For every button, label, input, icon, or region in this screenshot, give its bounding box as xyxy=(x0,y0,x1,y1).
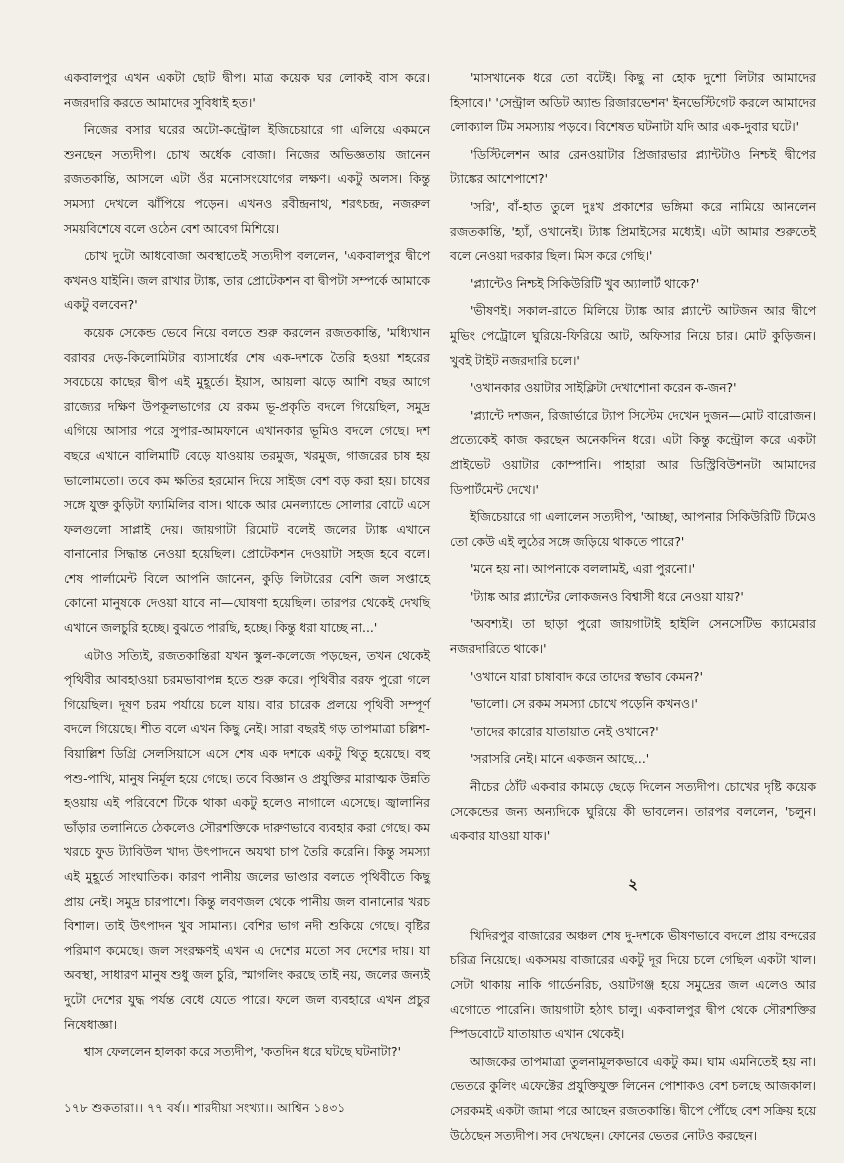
paragraph: 'ওখানকার ওয়াটার সাইক্লিটা দেখাশোনা করেন ক-জন?' xyxy=(470,380,737,396)
paragraph: খিদিরপুর বাজারের অঞ্চল শেষ দু-দশকে ভীষণভাবে বদলে প্রায় বন্দরের চরিত্র নিয়েছে। একসময় বাজারের একটু দূর দিয়ে চলে গেছিল একটা খাল। সেটা থাকায় নাকি গার্ডেনরিচ, ওয়াটগঞ্জ হয়ে সমুদ্রের জল এলেও আর এগোতে পারেনি। জায়গাটা হঠাৎ চালু। একবালপুর দ্বীপ থেকে সৌরশক্তির স্পিডবোটে যাতায়াত এখান থেকেই। xyxy=(450,927,816,1042)
paragraph: 'মাসখানেক ধরে তো বটেই। কিছু না হোক দুশো লিটার আমাদের হিসাবে।' 'সেন্ট্রাল অডিট অ্যান্ড রিজারভেশন' ইনভেস্টিগেট করলে আমাদের লোক্যাল টিম সমস্যায় পড়বে। বিশেষত ঘটনাটা যদি আর এক-দুবার ঘটে।' xyxy=(450,70,816,135)
paragraph: 'সরি', বাঁ-হাত তুলে দুঃখ প্রকাশের ভঙ্গিমা করে নামিয়ে আনলেন রজতকান্তি, 'হ্যাঁ, ওখানেই। ট্যাঙ্ক প্রিমাইসের মধ্যেই। এটা আমার শুরুতেই বলে নেওয়া দরকার ছিল। মিস করে গেছি।' xyxy=(450,198,816,264)
paragraph: কয়েক সেকেন্ড ভেবে নিয়ে বলতে শুরু করলেন রজতকান্তি, 'মধ্যিখান বরাবর দেড়-কিলোমিটার ব্যাসার্ধের শেষ এক-দশকে তৈরি হওয়া শহরের সবচেয়ে কাছের দ্বীপ এই মুহূর্তে। ইয়াস, আয়লা ঝড়ে আশি বছর আগে রাজ্যের দক্ষিণ উপকূলভাগের যে রকম ভূ-প্রকৃতি বদলে গিয়েছিল, সমুদ্র এগিয়ে আসার পরে সুপার-আমফানে এখানকার ভূমিও বদলে গেছে। দশ বছরে এখানে বালিমাটি বেড়ে যাওয়ায় তরমুজ, খরমুজ, গাজরের চাষ হয় ভালোমতো। তবে কম ক্ষতির হরমোন দিয়ে সাইজ বেশ বড় করা হয়। চাষের সঙ্গে যুক্ত কুড়িটা ফ্যামিলির বাস। থাকে আর মেনল্যান্ডে সোলার বোটে এসে ফলগুলো সাপ্লাই দেয়। জায়গাটা রিমোট বলেই জলের ট্যাঙ্ক এখানে বানানোর সিদ্ধান্ত নেওয়া হয়েছিল। প্রোটেকশন দেওয়াটা সহজ হবে বলে। শেষ পার্লামেন্ট বিলে আপনি জানেন, কুড়ি লিটারের বেশি জল সপ্তাহে কোনো মানুষকে দেওয়া যাবে না—ঘোষণা হয়েছিল। তারপর থেকেই দেখছি এখানে জলচুরি হচ্ছে। বুঝতে পারছি, হচ্ছে। কিন্তু ধরা যাচ্ছে না...' xyxy=(64,324,430,636)
paragraph: শ্বাস ফেললেন হালকা করে সত্যদীপ, 'কতদিন ধরে ঘটছে ঘটনাটা?' xyxy=(84,1044,401,1060)
section-number: ২ xyxy=(628,874,638,893)
paragraph: 'ভালো। সে রকম সমস্যা চোখে পড়েনি কখনও।' xyxy=(470,696,698,712)
paragraph: 'ডিস্টিলেশন আর রেনওয়াটার প্রিজারভার প্ল্যান্টটাও নিশ্চই দ্বীপের ট্যাঙ্কের আশেপাশে?' xyxy=(450,146,816,187)
paragraph: 'মনে হয় না। আপনাকে বললামই, এরা পুরনো।' xyxy=(470,561,696,577)
paragraph: 'ট্যাঙ্ক আর প্ল্যান্টের লোকজনও বিশ্বাসী ধরে নেওয়া যায়?' xyxy=(470,588,744,604)
paragraph: আজকের তাপমাত্রা তুলনামূলকভাবে একটু কম। ঘাম এমনিতেই হয় না। ভেতরে কুলিং এফেক্টের প্রযুক্তিযুক্ত লিনেন পোশাকও বেশ চলছে আজকাল। সেরকমই একটা জামা পরে আছেন রজতকান্তি। দ্বীপে পৌঁছে বেশ সক্রিয় হয়ে উঠেছেন সত্যদীপ। সব দেখছেন। ফোনের ভেতর নোটও করছেন। xyxy=(450,1053,816,1143)
paragraph: নিজের বসার ঘরের অটো-কন্ট্রোল ইজিচেয়ারে গা এলিয়ে একমনে শুনছেন সত্যদীপ। চোখ অর্ধেক বোজা। নিজের অভিজ্ঞতায় জানেন রজতকান্তি, আসলে এটা ওঁর মনোসংযোগের লক্ষণ। একটু অলস। কিন্তু সমস্যা দেখলে ঝাঁপিয়ে পড়েন। এখনও রবীন্দ্রনাথ, শরৎচন্দ্র, নজরুল সময়বিশেষে বলে ওঠেন বেশ আবেগ মিশিয়ে। xyxy=(64,122,430,236)
paragraph: 'ওখানে যারা চাষাবাদ করে তাদের স্বভাব কেমন?' xyxy=(470,668,703,684)
page-footer: ১৭৮ শুকতারা।। ৭৭ বর্ষ।। শারদীয়া সংখ্যা।। আশ্বিন ১৪৩১ xyxy=(64,1101,346,1115)
paragraph: এটাও সত্যিই, রজতকান্তিরা যখন স্কুল-কলেজে পড়ছেন, তখন থেকেই পৃথিবীর আবহাওয়া চরমভাবাপন্ন হতে শুরু করে। পৃথিবীর বরফ পুরো গলে গিয়েছিল। দূষণ চরম পর্যায়ে চলে যায়। বার চারেক প্রলয়ে পৃথিবী সম্পূর্ণ বদলে গিয়েছে। শীত বলে এখন কিছু নেই। সারা বছরই গড় তাপমাত্রা চল্লিশ-বিয়াল্লিশ ডিগ্রি সেলসিয়াসে এসে শেষ এক দশকে একটু থিতু হয়েছে। বহু পশু-পাখি, মানুষ নির্মূল হয়ে গেছে। তবে বিজ্ঞান ও প্রযুক্তির মারাত্মক উন্নতি হওয়ায় এই পরিবেশে টিকে থাকা একটু হলেও নাগালে এসেছে। জ্বালানির ভাঁড়ার তলানিতে ঠেকলেও সৌরশক্তিকে দারুণভাবে ব্যবহার করা গেছে। কম খরচে ফুড ট্যাবিউল খাদ্য উৎপাদনে অযথা চাপ তৈরি করেনি। কিন্তু সমস্যা এই মুহূর্তে সাংঘাতিক। কারণ পানীয় জলের ভাণ্ডার বলতে পৃথিবীতে কিছু প্রায় নেই। সমুদ্র চারপাশে। কিন্তু লবণজল থেকে পানীয় জল বানানোর খরচ বিশাল। তাই উৎপাদন খুব সামান্য। বেশির ভাগ নদী শুকিয়ে গেছে। বৃষ্টির পরিমাণ কমেছে। জল সংরক্ষণই এখন এ দেশের মতো সব দেশের দায়। যা অবস্থা, সাধারণ মানুষ শুধু জল চুরি, স্মাগলিং করছে তাই নয়, জলের জন্যই দুটো দেশের যুদ্ধ পর্যন্ত বেধে যেতে পারে। ফলে জল ব্যবহারে এখন প্রচুর নিষেধাজ্ঞা। xyxy=(64,647,430,1032)
paragraph: একবালপুর এখন একটা ছোট দ্বীপ। মাত্র কয়েক ঘর লোকই বাস করে। নজরদারি করতে আমাদের সুবিধাই হত।' xyxy=(64,70,430,110)
left-text-column xyxy=(64,66,430,1068)
paragraph: 'প্ল্যান্টে দশজন, রিজার্ভারে ট্যাপ সিস্টেম দেখেন দুজন—মোট বারোজন। প্রত্যেকেই কাজ করছেন অনেকদিন ধরে। এটা কিন্তু কন্ট্রোল করে একটা প্রাইভেট ওয়াটার কোম্পানি। পাহারা আর ডিস্ট্রিবিউশনটা আমাদের ডিপার্টমেন্ট দেখে।' xyxy=(450,407,816,497)
paragraph: 'তাদের কারোর যাতায়াত নেই ওখানে?' xyxy=(470,723,659,739)
paragraph: 'প্ল্যান্টেও নিশ্চই সিকিউরিটি খুব অ্যালার্ট থাকে?' xyxy=(470,275,700,291)
paragraph: 'অবশ্যই। তা ছাড়া পুরো জায়গাটাই হাইলি সেনসেটিভ ক্যামেরার নজরদারিতে থাকে।' xyxy=(450,616,816,657)
paragraph: নীচের ঠোঁট একবার কামড়ে ছেড়ে দিলেন সত্যদীপ। চোখের দৃষ্টি কয়েক সেকেন্ডের জন্য অন্যদিকে ঘুরিয়ে কী ভাবলেন। তারপর বললেন, 'চলুন। একবার যাওয়া যাক।' xyxy=(450,779,816,844)
paragraph: ইজিচেয়ারে গা এলালেন সত্যদীপ, 'আচ্ছা, আপনার সিকিউরিটি টিমেও তো কেউ এই লুঠের সঙ্গে জড়িয়ে থাকতে পারে?' xyxy=(450,509,816,549)
paragraph: 'সরাসরি নেই। মানে একজন আছে...' xyxy=(470,751,650,767)
paragraph: 'ভীষণই। সকাল-রাতে মিলিয়ে ট্যাঙ্ক আর প্ল্যান্টে আটজন আর দ্বীপে মুভিং পেট্রোলে ঘুরিয়ে-ফিরিয়ে আট, অফিসার নিয়ে চার। মোট কুড়িজন। খুবই টাইট নজরদারি চলে।' xyxy=(450,303,816,368)
paragraph: চোখ দুটো আধবোজা অবস্থাতেই সত্যদীপ বললেন, 'একবালপুর দ্বীপে কখনও যাইনি। জল রাখার ট্যাঙ্ক, তার প্রোটেকশন বা দ্বীপটা সম্পর্কে আমাকে একটু বলবেন?' xyxy=(64,248,430,313)
right-text-column xyxy=(450,66,816,1151)
